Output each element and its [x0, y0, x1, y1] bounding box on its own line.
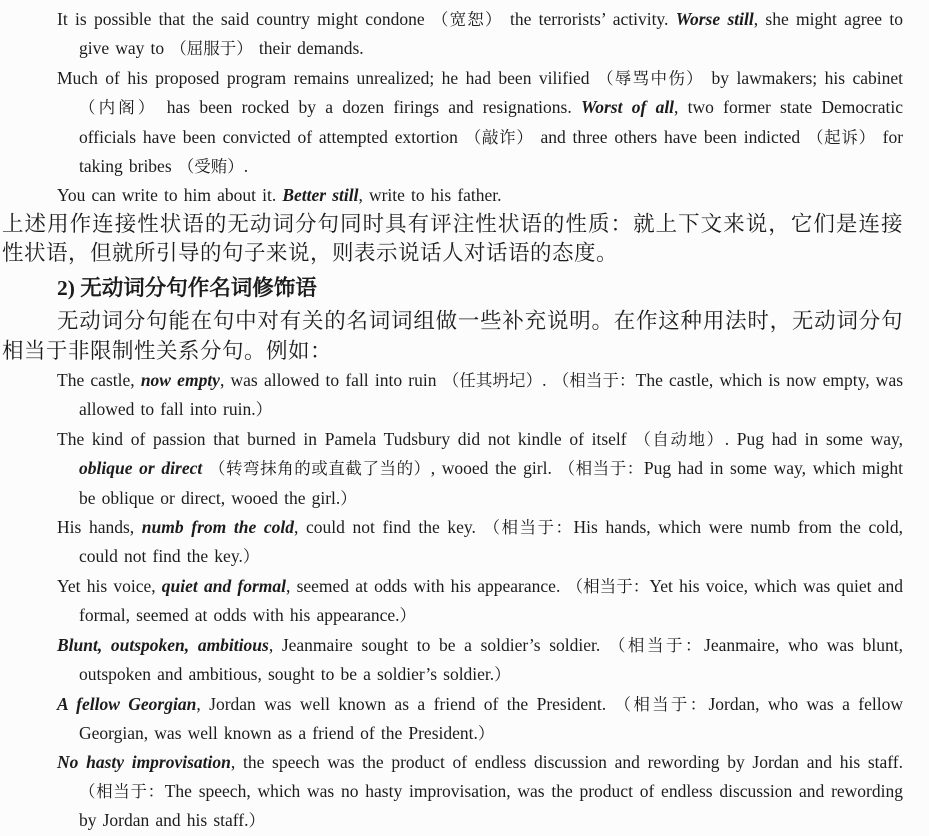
example-sentence	[2, 748, 903, 835]
sentence-text: Jeanmaire, who was blunt, outspoken and ambitious, sought to be a soldier’s soldier.	[79, 634, 903, 685]
chinese-annotation: （起诉）	[806, 127, 876, 147]
example-sentence	[2, 631, 903, 690]
example-sentence	[2, 5, 903, 64]
chinese-annotation: （相当于：	[552, 371, 636, 391]
sentence-text: , could not find the key.	[294, 517, 484, 538]
chinese-annotation: （相当于：	[79, 781, 165, 801]
sentence-text: .	[243, 156, 249, 177]
sentence-text: , Jeanmaire sought to be a soldier’s soldier.	[268, 634, 609, 655]
sentence-text: Pug had in some way, which might be oblique or direct, wooed the girl.	[79, 458, 904, 508]
sentence-text: His hands,	[57, 517, 142, 538]
chinese-annotation: （内阁）	[79, 98, 158, 118]
example-sentence	[2, 513, 903, 572]
sentence-text: and three others have been indicted	[533, 126, 807, 147]
sentence-text: Jordan, who was a fellow Georgian, was well known as a friend of the President.	[79, 693, 904, 743]
chinese-annotation: ）	[255, 400, 273, 420]
sentence-text: , Jordan was well known as a friend of the President.	[196, 693, 615, 714]
sentence-text: , wooed the girl.	[430, 458, 559, 479]
sentence-text: The kind of passion that burned in Pamela Tudsbury did not kindle of itself	[57, 428, 635, 449]
chinese-annotation: （屈服于）	[170, 39, 253, 59]
chinese-annotation: ）	[242, 547, 260, 567]
emphasis-text: A fellow Georgian	[57, 693, 197, 714]
chinese-annotation: （受贿）	[177, 157, 244, 177]
example-sentence	[2, 64, 903, 182]
sentence-text: . Pug had in some way,	[724, 428, 903, 449]
chinese-annotation: （宽恕）	[431, 10, 503, 29]
emphasis-text: quiet and formal	[161, 575, 287, 596]
sentence-text: their demands.	[252, 38, 364, 59]
chinese-annotation: （相当于：	[483, 518, 574, 538]
chinese-annotation: （相当于：	[608, 635, 705, 655]
chinese-annotation: （转弯抹角的或直截了当的）	[208, 459, 431, 479]
sentence-text: It is possible that the said country might condone	[57, 9, 432, 29]
sentence-text: Yet his voice,	[57, 575, 162, 596]
emphasis-text: Better still	[282, 185, 359, 206]
chinese-annotation: （相当于：	[614, 694, 709, 714]
chinese-annotation: （辱骂中伤）	[596, 68, 705, 88]
sentence-text: , she might agree to give way to	[79, 9, 903, 59]
emphasis-text: Blunt, outspoken, ambitious	[57, 634, 269, 655]
example-sentence	[2, 572, 903, 631]
sentence-text	[202, 458, 209, 478]
emphasis-text: Worst of all	[580, 97, 675, 118]
chinese-annotation: （敲诈）	[464, 127, 534, 147]
sentence-text: His hands, which were numb from the cold, could not find the key.	[79, 517, 903, 567]
chinese-annotation: ）	[494, 665, 511, 685]
emphasis-text: Worse still	[675, 9, 754, 29]
chinese-annotation: ）	[477, 723, 495, 743]
sentence-text: by lawmakers; his cabinet	[704, 67, 904, 88]
sentence-text: , two former state Democratic officials have been convicted of attempted extortion	[79, 97, 903, 147]
sentence-text: The castle,	[57, 370, 141, 391]
emphasis-text: numb from the cold	[141, 517, 294, 538]
sentence-text: Yet his voice, which was quiet and formal, seemed at odds with his appearance.	[79, 575, 903, 626]
chinese-annotation: （相当于：	[566, 576, 650, 596]
sentence-text: Much of his proposed program remains unrealized; he had been vilified	[57, 67, 597, 88]
sentence-text: The speech, which was no hasty improvisation, was the product of endless discussion and rewording by Jordan and his staff.	[79, 780, 904, 831]
example-sentence	[2, 366, 903, 425]
emphasis-text: No hasty improvisation	[57, 752, 231, 773]
chinese-annotation: （自动地）	[634, 429, 725, 449]
chinese-paragraph: 无动词分句能在句中对有关的名词词组做一些补充说明。在作这种用法时，无动词分句相当于非限制性关系分句。例如：	[2, 309, 903, 363]
emphasis-text: oblique or direct	[79, 458, 203, 479]
sentence-text: , seemed at odds with his appearance.	[286, 575, 567, 596]
chinese-annotation: （任其坍圮）	[442, 371, 543, 391]
sentence-text: for taking bribes	[79, 126, 904, 177]
example-sentence	[2, 425, 903, 513]
emphasis-text: now empty	[140, 370, 220, 391]
sentence-text: , was allowed to fall into ruin	[219, 370, 443, 391]
chinese-paragraph: 上述用作连接性状语的无动词分句同时具有评注性状语的性质：就上下文来说，它们是连接性状语，但就所引导的句子来说，则表示说话人对话语的态度。	[2, 211, 903, 266]
chinese-annotation: ）	[248, 811, 265, 831]
sentence-text: , write to his father.	[358, 185, 502, 206]
sentence-text: has been rocked by a dozen firings and resignations.	[157, 97, 581, 118]
chinese-annotation: ）	[340, 488, 357, 508]
example-sentence	[2, 690, 903, 749]
chinese-annotation: ）	[399, 606, 417, 626]
sentence-text: You can write to him about it.	[57, 185, 283, 206]
section-heading: 2) 无动词分句作名词修饰语	[57, 276, 317, 301]
sentence-text: , the speech was the product of endless discussion and rewording by Jordan and his staff.	[230, 752, 903, 773]
sentence-text: The castle, which is now empty, was allowed to fall into ruin.	[79, 370, 904, 420]
example-sentence	[2, 181, 903, 209]
sentence-text: the terrorists’ activity.	[502, 9, 676, 29]
chinese-annotation: （相当于：	[558, 459, 644, 479]
sentence-text: .	[542, 370, 553, 391]
